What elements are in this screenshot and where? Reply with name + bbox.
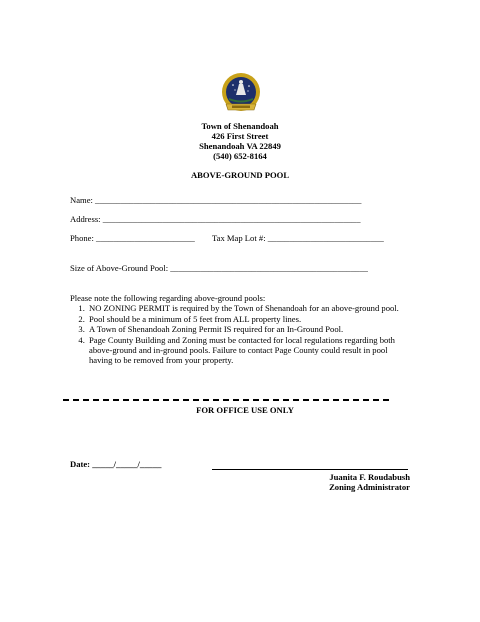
city-state-zip: Shenandoah VA 22849 <box>199 141 281 151</box>
street-address: 426 First Street <box>211 131 269 141</box>
address-field[interactable]: Address: ____________________________________________________________ <box>70 214 361 224</box>
pool-size-field[interactable]: Size of Above-Ground Pool: ______________________________________________ <box>70 263 368 273</box>
signer-name: Juanita F. Roudabush <box>329 472 410 482</box>
notes-list <box>70 303 410 365</box>
note-item: 4. Page County Building and Zoning must be contacted for local regulations regarding both above-ground and in-ground pools. Failure to contact Page County could result in pool having to be removed from your property. <box>87 335 410 366</box>
signature-line <box>212 469 408 470</box>
phone-field[interactable]: Phone: _______________________ <box>70 233 195 243</box>
office-use-label: FOR OFFICE USE ONLY <box>196 405 294 415</box>
notes-section <box>70 293 410 366</box>
name-field[interactable]: Name: ______________________________________________________________ <box>70 195 362 205</box>
signer-title: Zoning Administrator <box>329 482 410 492</box>
town-name: Town of Shenandoah <box>201 121 279 131</box>
date-field[interactable]: Date: _____/_____/_____ <box>70 459 162 469</box>
town-phone: (540) 652-8164 <box>213 151 267 161</box>
note-item: 3. A Town of Shenandoah Zoning Permit IS required for an In-Ground Pool. <box>87 324 410 334</box>
form-title: ABOVE-GROUND POOL <box>190 170 290 180</box>
tax-map-lot-field[interactable]: Tax Map Lot #: ___________________________ <box>212 233 384 243</box>
office-use-divider <box>63 399 389 401</box>
note-item: 1. NO ZONING PERMIT is required by the Town of Shenandoah for an above-ground pool. <box>87 303 410 313</box>
notes-intro: Please note the following regarding above-ground pools: <box>70 293 266 303</box>
note-item: 2. Pool should be a minimum of 5 feet from ALL property lines. <box>87 314 410 324</box>
town-seal-logo <box>220 72 262 114</box>
